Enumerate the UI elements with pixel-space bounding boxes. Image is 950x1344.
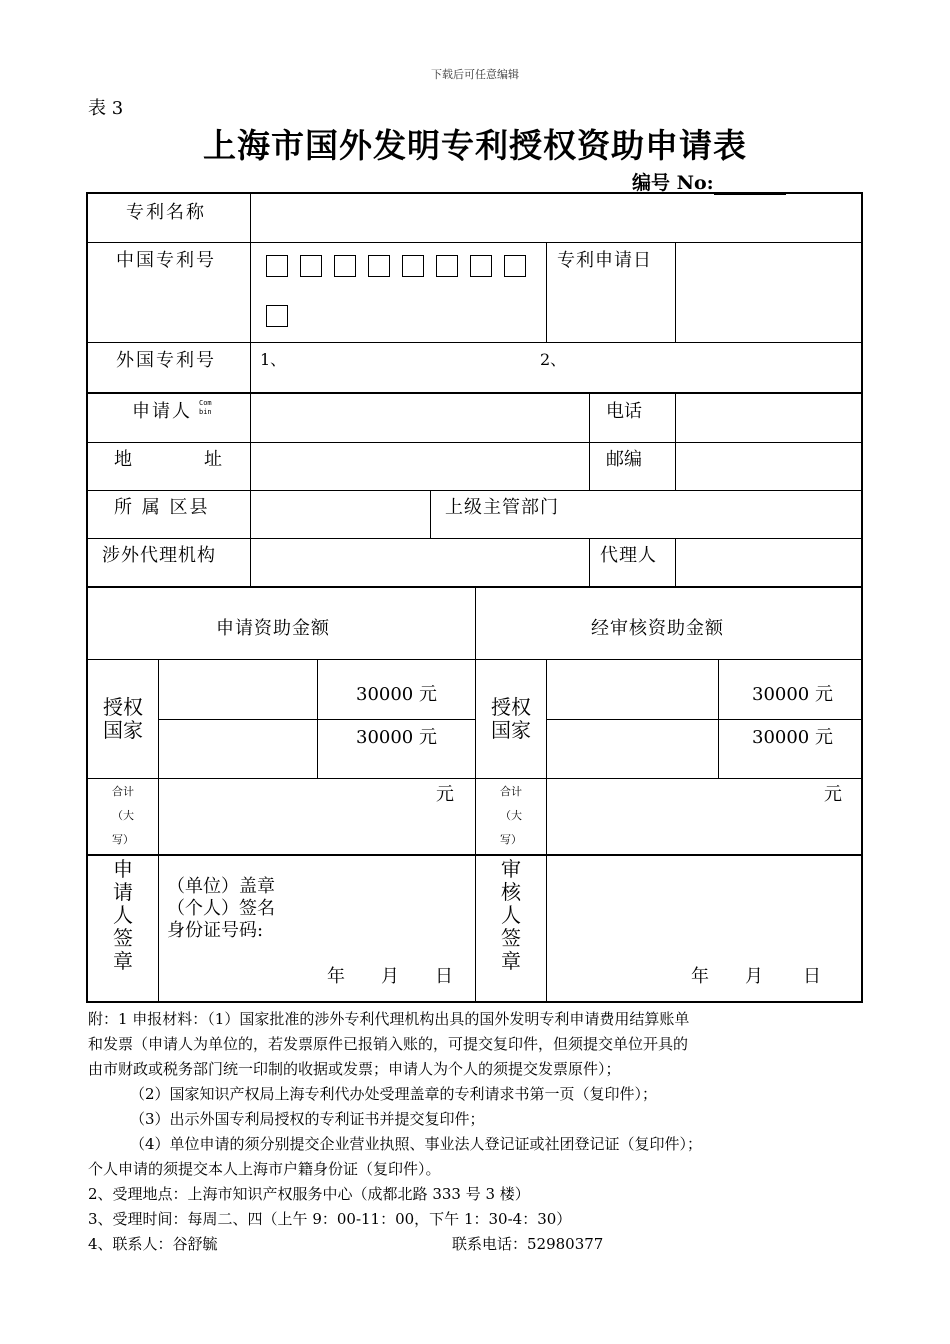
note-line: 和发票（申请人为单位的，若发票原件已报销入账的，可提交复印件，但须提交单位开具的 (88, 1035, 689, 1053)
note-line: （4）单位申请的须分别提交企业营业执照、事业法人登记证或社团登记证（复印件）； (130, 1135, 703, 1153)
total-requested-field[interactable] (159, 779, 475, 854)
cn-patent-number-label: 中国专利号 (116, 250, 216, 271)
total-label-left (88, 780, 158, 852)
district-label: 所 属 区县 (114, 497, 210, 518)
district-field[interactable] (251, 491, 430, 538)
applicant-note-line: Com (199, 399, 212, 407)
digit-box[interactable] (266, 305, 288, 327)
country-field-left-1[interactable] (159, 660, 317, 719)
digit-box[interactable] (402, 255, 424, 277)
phone-label: 电话 (606, 401, 642, 422)
col-divider (589, 392, 590, 490)
country-field-right-1[interactable] (547, 660, 718, 719)
serial-label: 编号 No: (632, 172, 714, 194)
requested-amount-header: 申请资助金额 (216, 618, 330, 639)
form-number: 表 3 (88, 98, 124, 119)
note-line: 由市财政或税务部门统一印制的收据或发票；申请人为个人的须提交发票原件）； (88, 1060, 621, 1078)
country-label-left: 授权 国家 (103, 695, 143, 742)
applicant-note-line: bin (199, 408, 212, 416)
date-day: 日 (803, 966, 821, 987)
total-requested-unit: 元 (436, 784, 454, 805)
digit-box[interactable] (368, 255, 390, 277)
address-field[interactable] (251, 443, 589, 490)
sign-line: （个人）签名 (167, 898, 275, 919)
cn-patent-number-boxes[interactable] (251, 243, 546, 342)
note-line: 3、受理时间：每周二、四（上午 9：00-11：00，下午 1：30-4：30） (88, 1210, 572, 1228)
total-label-line: 写） (112, 833, 134, 846)
col-divider (546, 242, 547, 342)
note-line: 个人申请的须提交本人上海市户籍身份证（复印件）。 (88, 1160, 441, 1178)
applicant-label: 申请人 (132, 401, 192, 422)
note-line: 2、受理地点：上海市知识产权服务中心（成都北路 333 号 3 楼） (88, 1185, 530, 1203)
approved-amount-header: 经审核资助金额 (591, 618, 724, 639)
digit-box[interactable] (436, 255, 458, 277)
foreign-patent-item-2[interactable]: 2、 (540, 350, 567, 369)
country-label-right: 授权 国家 (491, 695, 531, 742)
reviewer-signature-label: 审 核 人 签 章 (501, 857, 521, 973)
agent-field[interactable] (676, 539, 863, 586)
digit-box[interactable] (300, 255, 322, 277)
approved-amount-2: 30000 元 (752, 727, 833, 748)
contact-phone: 联系电话：52980377 (452, 1235, 604, 1253)
postcode-label: 邮编 (606, 449, 642, 470)
agency-field[interactable] (251, 539, 589, 586)
date-month: 月 (381, 966, 399, 987)
postcode-field[interactable] (676, 443, 863, 490)
requested-amount-2: 30000 元 (356, 727, 437, 748)
total-approved-field[interactable] (547, 779, 863, 854)
seal-line: （单位）盖章 (167, 876, 275, 897)
note-line: （2）国家知识产权局上海专利代办处受理盖章的专利请求书第一页（复印件）； (130, 1085, 658, 1103)
supervisor-field[interactable] (590, 491, 863, 538)
digit-box[interactable] (504, 255, 526, 277)
col-divider (589, 538, 590, 586)
agency-label: 涉外代理机构 (102, 545, 216, 566)
applicant-field[interactable] (251, 393, 589, 442)
approved-amount-1: 30000 元 (752, 684, 833, 705)
digit-box[interactable] (266, 255, 288, 277)
patent-name-field[interactable] (251, 194, 863, 242)
applicant-note (199, 399, 212, 417)
reviewer-signature-area[interactable] (547, 856, 863, 1002)
watermark-text: 下载后可任意编辑 (431, 68, 519, 81)
total-label-line: 合计 (112, 785, 134, 798)
applicant-signature-area[interactable] (159, 856, 475, 1002)
total-label-line: （大 (112, 809, 134, 822)
total-label-right (476, 780, 546, 852)
row-divider (88, 342, 863, 343)
address-label-char-2: 址 (204, 449, 222, 470)
date-month: 月 (745, 966, 763, 987)
applicant-signature-label: 申 请 人 签 章 (113, 857, 133, 973)
phone-field[interactable] (676, 393, 863, 442)
supervisor-label: 上级主管部门 (445, 497, 559, 518)
patent-name-label: 专利名称 (126, 202, 206, 223)
digit-box[interactable] (334, 255, 356, 277)
col-divider (430, 490, 431, 538)
col-divider (317, 659, 318, 778)
contact-person: 4、联系人：谷舒毓 (88, 1235, 218, 1253)
date-year: 年 (691, 966, 709, 987)
date-day: 日 (435, 966, 453, 987)
total-label-line: （大 (500, 809, 522, 822)
serial-number (632, 168, 786, 195)
country-field-left-2[interactable] (159, 720, 317, 778)
foreign-patent-number-label: 外国专利号 (116, 350, 216, 371)
application-date-label: 专利申请日 (557, 250, 652, 271)
agent-label: 代理人 (600, 545, 657, 566)
digit-box[interactable] (470, 255, 492, 277)
address-label-char-1: 地 (114, 449, 132, 470)
country-field-right-2[interactable] (547, 720, 718, 778)
application-form-table (86, 192, 863, 1003)
total-approved-unit: 元 (824, 784, 842, 805)
application-date-field[interactable] (676, 243, 863, 342)
date-year: 年 (327, 966, 345, 987)
page-title: 上海市国外发明专利授权资助申请表 (203, 126, 747, 165)
total-label-line: 写） (500, 833, 522, 846)
foreign-patent-item-1[interactable]: 1、 (260, 350, 287, 369)
requested-amount-1: 30000 元 (356, 684, 437, 705)
col-divider (718, 659, 719, 778)
note-line: 附：1 申报材料：（1）国家批准的涉外专利代理机构出具的国外发明专利申请费用结算账单 (88, 1010, 690, 1028)
id-number-line: 身份证号码: (167, 920, 264, 941)
total-label-line: 合计 (500, 785, 522, 798)
note-line: （3）出示外国专利局授权的专利证书并提交复印件； (130, 1110, 485, 1128)
